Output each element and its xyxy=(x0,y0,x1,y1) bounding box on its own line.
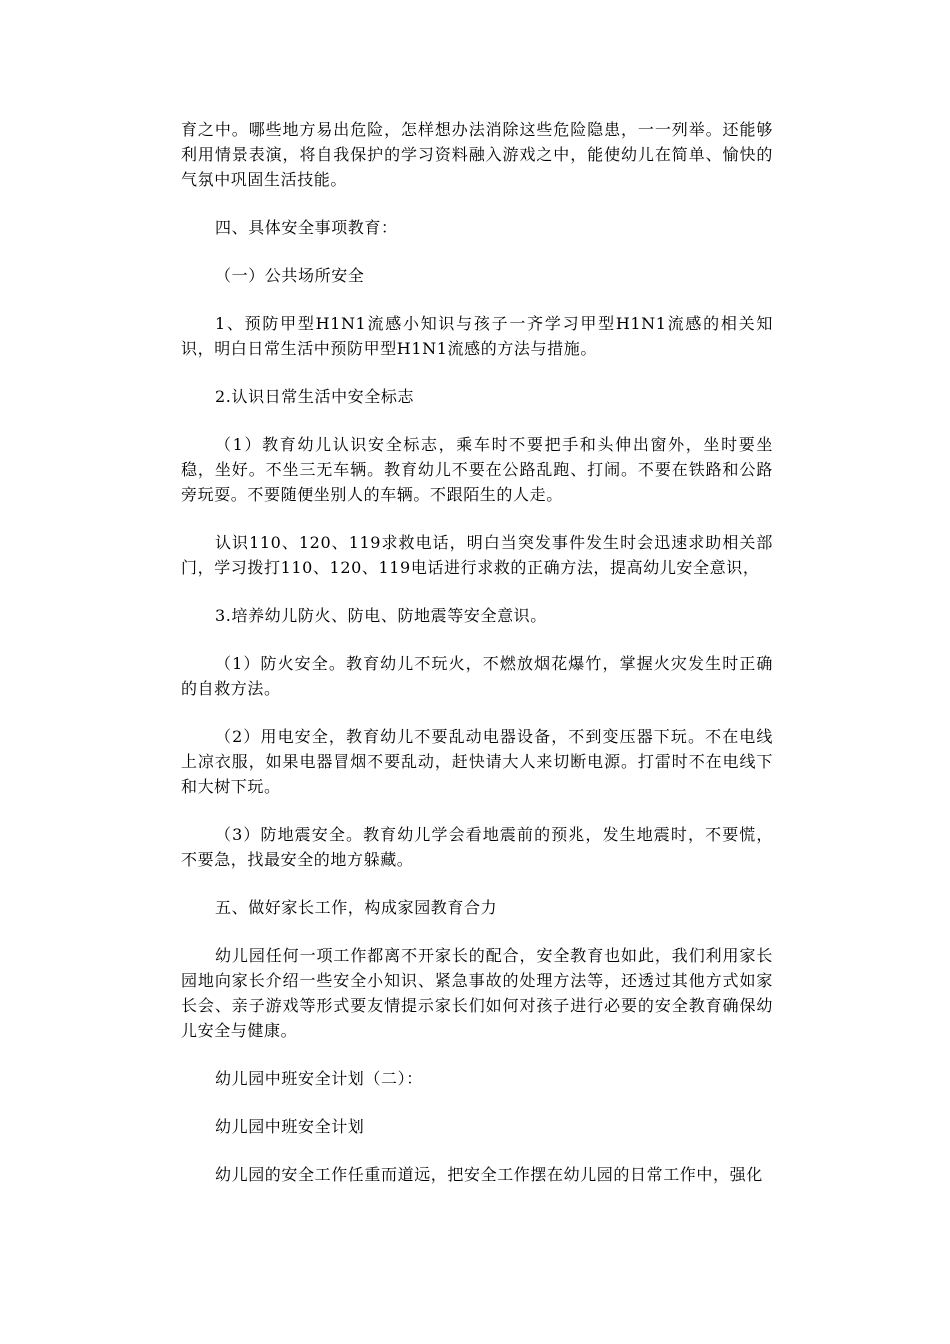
section-heading-5: 五、做好家长工作，构成家园教育合力 xyxy=(215,898,498,917)
heading-plan-two: 幼儿园中班安全计划（二）： xyxy=(215,1069,423,1088)
subsection-heading-public-places: （一）公共场所安全 xyxy=(215,266,365,285)
paragraph-electric-safety: （2）用电安全，教育幼儿不要乱动电器设备，不到变压器下玩。不在电线上凉衣服，如果电器冒烟不要乱动，赶快请大人来切断电源。打雷时不在电线下和大树下玩。 xyxy=(181,727,773,796)
paragraph-continuation: 育之中。哪些地方易出危险，怎样想办法消除这些危险隐患，一一列举。还能够利用情景表演，将自我保护的学习资料融入游戏之中，能使幼儿在简单、愉快的气氛中巩固生活技能。 xyxy=(181,120,773,189)
document-body xyxy=(181,117,773,1210)
paragraph-plan-intro: 幼儿园的安全工作任重而道远，把安全工作摆在幼儿园的日常工作中，强化 xyxy=(215,1165,763,1184)
item-heading-safety-signs: 2.认识日常生活中安全标志 xyxy=(215,387,415,406)
paragraph-fire-safety: （1）防火安全。教育幼儿不玩火，不燃放烟花爆竹，掌握火灾发生时正确的自救方法。 xyxy=(181,654,773,698)
paragraph-parent-cooperation: 幼儿园任何一项工作都离不开家长的配合，安全教育也如此，我们利用家长园地向家长介绍一些安全小知识、紧急事故的处理方法等，还透过其他方式如家长会、亲子游戏等形式要友情提示家长们如何对孩子进行必要的安全教育确保幼儿安全与健康。 xyxy=(181,946,773,1040)
paragraph-emergency-calls: 认识110、120、119求救电话，明白当突发事件发生时会迅速求助相关部门，学习拨打110、120、119电话进行求救的正确方法，提高幼儿安全意识， xyxy=(181,533,773,577)
item-heading-fire-electric-quake: 3.培养幼儿防火、防电、防地震等安全意识。 xyxy=(215,606,547,625)
paragraph-traffic-safety: （1）教育幼儿认识安全标志，乘车时不要把手和头伸出窗外，坐时要坐稳，坐好。不坐三无车辆。教育幼儿不要在公路乱跑、打闹。不要在铁路和公路旁玩耍。不要随便坐别人的车辆。不跟陌生的人走。 xyxy=(181,435,773,504)
heading-plan-title: 幼儿园中班安全计划 xyxy=(215,1117,365,1136)
section-heading-4: 四、具体安全事项教育： xyxy=(215,218,398,237)
paragraph-earthquake-safety: （3）防地震安全。教育幼儿学会看地震前的预兆，发生地震时，不要慌，不要急，找最安全的地方躲藏。 xyxy=(181,825,773,869)
paragraph-h1n1: 1、预防甲型H1N1流感小知识与孩子一齐学习甲型H1N1流感的相关知识，明白日常生活中预防甲型H1N1流感的方法与措施。 xyxy=(181,314,773,358)
